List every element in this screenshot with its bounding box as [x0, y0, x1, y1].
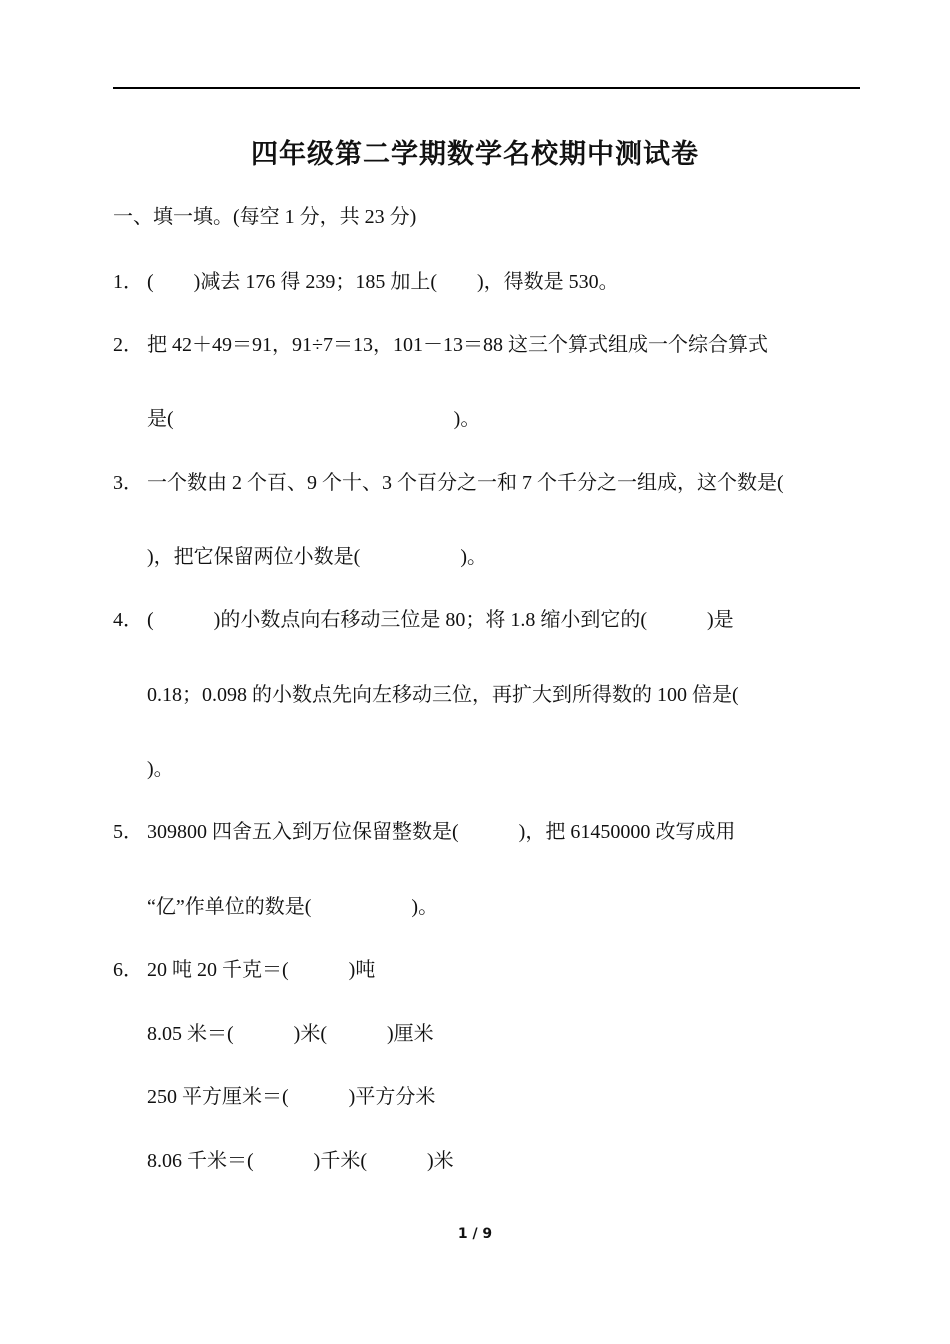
question-line: 是( )。	[147, 408, 481, 430]
question-line: “亿”作单位的数是( )。	[147, 896, 439, 918]
question-line: 0.18；0.098 的小数点先向左移动三位，再扩大到所得数的 100 倍是(	[147, 684, 739, 706]
page-number: 1 / 9	[457, 1226, 493, 1242]
question-number: 6．	[113, 959, 143, 981]
question-line: 8.05 米＝( )米( )厘米	[147, 1023, 434, 1045]
question-number: 4．	[113, 609, 143, 631]
section-heading: 一、填一填。(每空 1 分，共 23 分)	[113, 206, 417, 228]
question-line: 20 吨 20 千克＝( )吨	[147, 959, 376, 981]
question-number: 3．	[113, 472, 143, 494]
question-line: )。	[147, 758, 174, 780]
question-number: 2．	[113, 334, 143, 356]
header-rule	[113, 87, 860, 89]
question-line: ( )的小数点向右移动三位是 80；将 1.8 缩小到它的( )是	[147, 609, 734, 631]
question-line: 一个数由 2 个百、9 个十、3 个百分之一和 7 个千分之一组成，这个数是(	[147, 472, 784, 494]
question-line: 309800 四舍五入到万位保留整数是( )，把 61450000 改写成用	[147, 821, 736, 843]
question-number: 1．	[113, 271, 143, 293]
question-line: 250 平方厘米＝( )平方分米	[147, 1086, 436, 1108]
question-line: 把 42＋49＝91，91÷7＝13，101－13＝88 这三个算式组成一个综合算式	[147, 334, 768, 356]
question-line: 8.06 千米＝( )千米( )米	[147, 1150, 454, 1172]
question-line: )，把它保留两位小数是( )。	[147, 546, 487, 568]
page-title: 四年级第二学期数学名校期中测试卷	[251, 139, 699, 170]
question-line: ( )减去 176 得 239；185 加上( )，得数是 530。	[147, 271, 619, 293]
question-number: 5．	[113, 821, 143, 843]
